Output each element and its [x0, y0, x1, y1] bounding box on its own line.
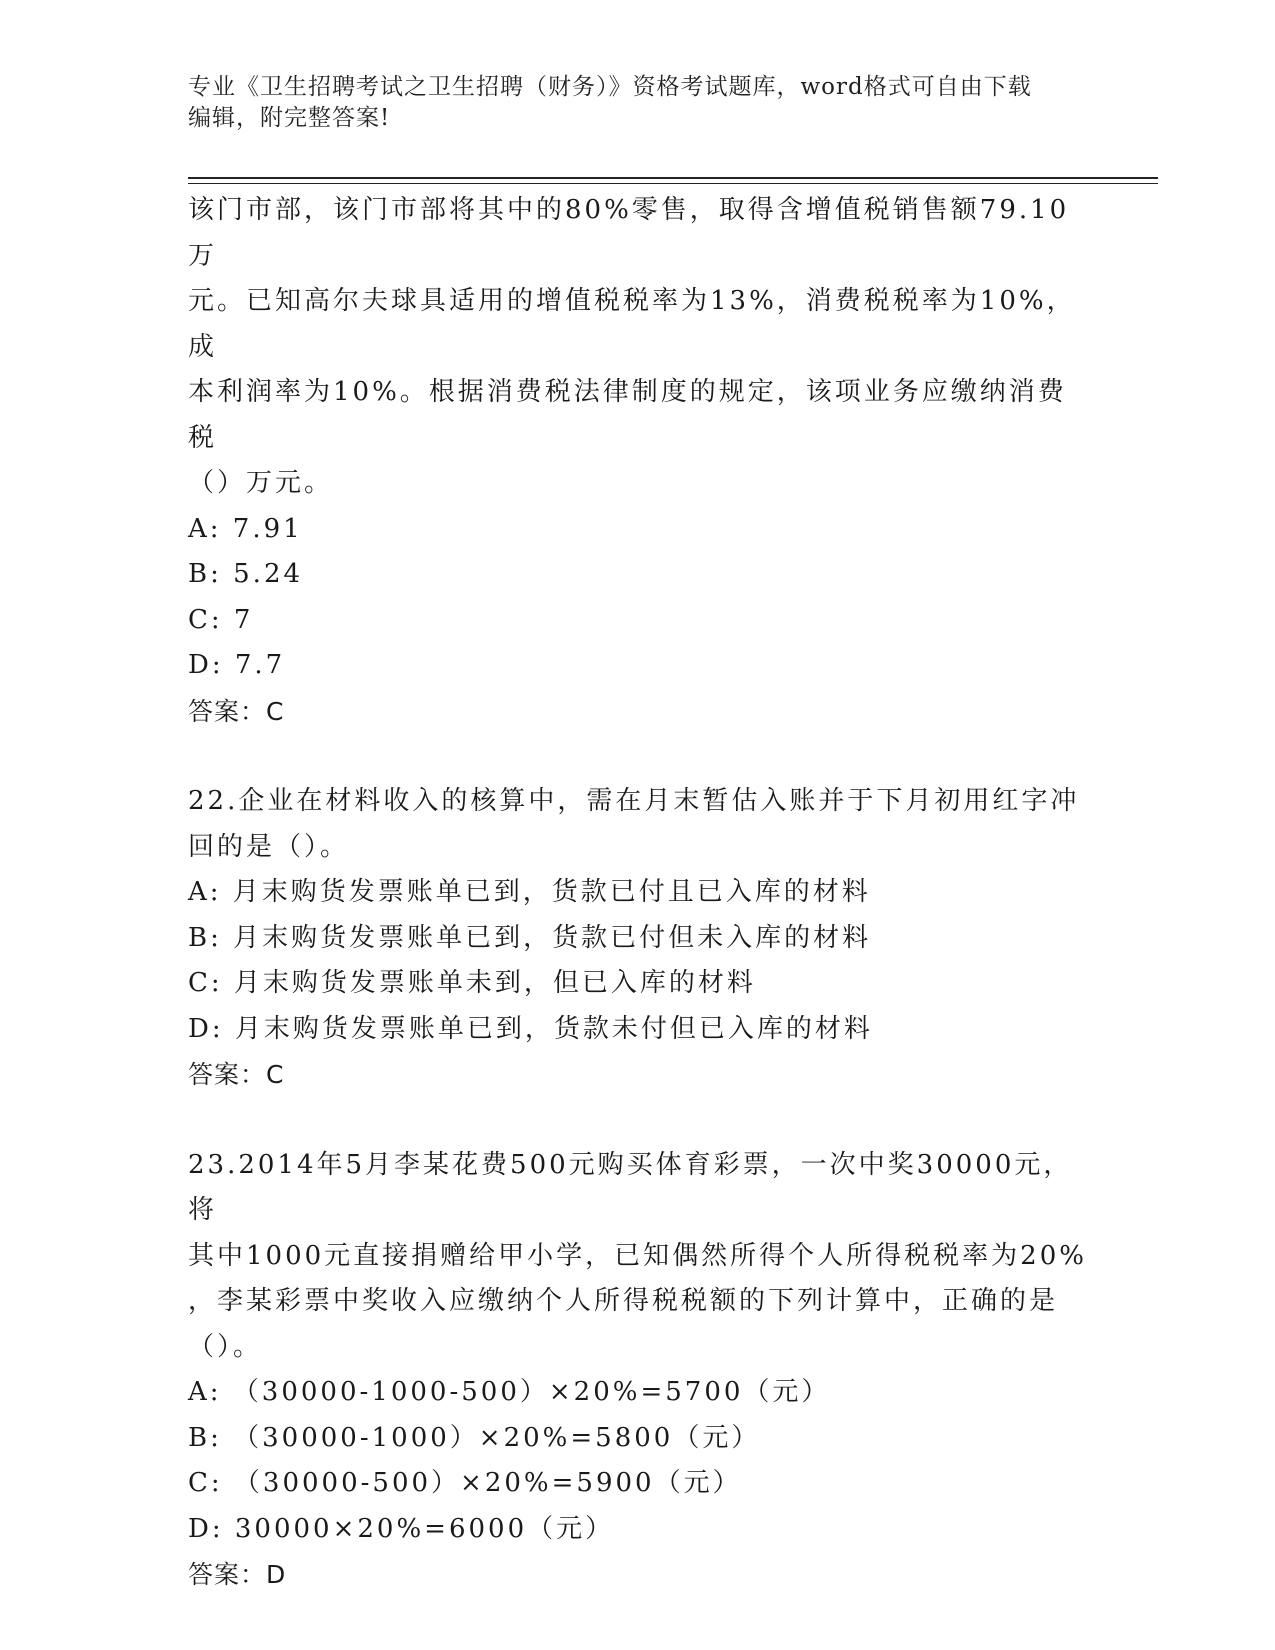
header-line-1: 专业《卫生招聘考试之卫生招聘（财务）》资格考试题库，word格式可自由下载: [188, 74, 1032, 100]
question-stem-line: 回的是（）。: [188, 831, 350, 862]
question-21: [188, 188, 1088, 734]
answer-line: 答案：D: [188, 1560, 287, 1589]
option-d: D: 30000×20%=6000（元）: [188, 1513, 615, 1544]
header-divider-thick: [188, 177, 1158, 179]
option-b: B: 5.24: [188, 559, 304, 589]
question-stem-line: （）。: [188, 1331, 263, 1362]
question-stem-line: ，李某彩票中奖收入应缴纳个人所得税税额的下列计算中，正确的是: [188, 1286, 1059, 1316]
question-stem-line: 其中1000元直接捐赠给甲小学，已知偶然所得个人所得税税率为20%: [188, 1240, 1087, 1271]
question-stem-line: 23.2014年5月李某花费500元购买体育彩票，一次中奖30000元，将: [188, 1149, 1073, 1225]
option-c: C: 月末购货发票账单未到，但已入库的材料: [188, 968, 756, 998]
option-c: C: 7: [188, 604, 254, 635]
option-b: B: 月末购货发票账单已到，货款已付但未入库的材料: [188, 922, 872, 953]
answer-line: 答案：C: [188, 1060, 285, 1089]
option-c: C: （30000-500）×20%=5900（元）: [188, 1468, 742, 1498]
spacer: [188, 734, 1088, 779]
question-stem-line: 元。已知高尔夫球具适用的增值税税率为13%，消费税税率为10%，成: [188, 286, 1076, 362]
question-stem-line: （）万元。: [188, 468, 334, 498]
document-header: [188, 72, 1088, 134]
option-d: D: 月末购货发票账单已到，货款未付但已入库的材料: [188, 1013, 873, 1044]
option-a: A: 月末购货发票账单已到，货款已付且已入库的材料: [188, 877, 871, 907]
question-stem-line: 该门市部，该门市部将其中的80%零售，取得含增值税销售额79.10万: [188, 195, 1070, 271]
spacer: [188, 1098, 1088, 1143]
header-divider-thin: [188, 183, 1158, 184]
question-23: [188, 1143, 1088, 1598]
header-line-2: 编辑，附完整答案!: [188, 105, 391, 131]
question-stem-line: 本利润率为10%。根据消费税法律制度的规定，该项业务应缴纳消费税: [188, 377, 1067, 453]
option-a: A: 7.91: [188, 513, 303, 544]
question-22: [188, 779, 1088, 1098]
answer-line: 答案：C: [188, 696, 285, 726]
question-content: [188, 188, 1088, 1598]
option-d: D: 7.7: [188, 650, 286, 680]
option-a: A: （30000-1000-500）×20%=5700（元）: [188, 1377, 831, 1407]
question-stem-line: 22.企业在材料收入的核算中，需在月末暂估入账并于下月初用红字冲: [188, 786, 1080, 816]
option-b: B: （30000-1000）×20%=5800（元）: [188, 1422, 761, 1453]
